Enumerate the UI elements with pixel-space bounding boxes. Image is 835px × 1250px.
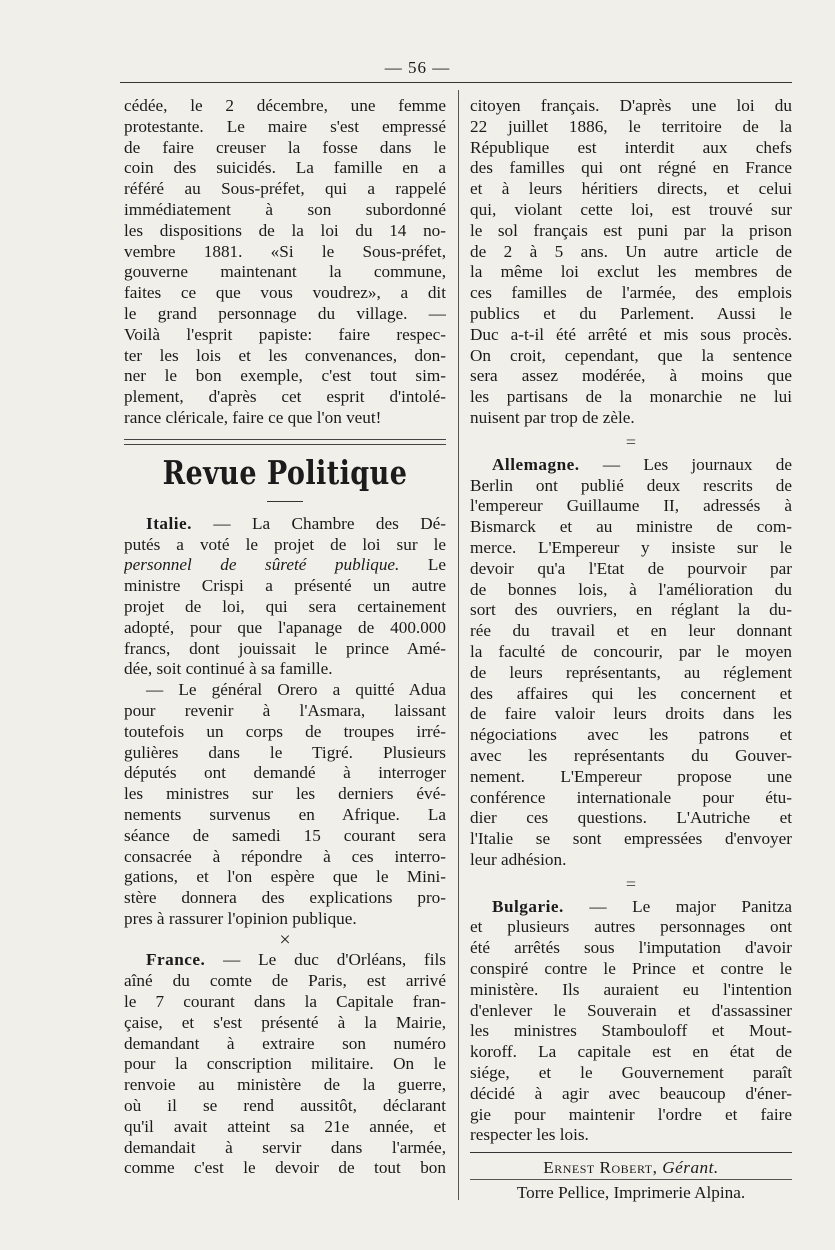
text-line: les ministres sur les derniers évé-	[124, 784, 446, 804]
text-line: demandant à extraire son numéro	[124, 1033, 446, 1053]
text-line: pres à rassurer l'opinion publique.	[124, 908, 357, 928]
text-line: vembre 1881. «Si le Sous-préfet,	[124, 241, 446, 261]
bulgarie-heading: Bulgarie.	[492, 896, 564, 916]
italie-lines	[124, 576, 446, 680]
text-line: le 7 courant dans la Capitale fran-	[124, 992, 446, 1012]
column-divider	[458, 90, 459, 1200]
text-line: comme c'est le devoir de tout bon	[124, 1158, 446, 1178]
section-title: Revue Politique	[162, 452, 408, 492]
text-line: de bonnes lois, à l'amélioration du	[470, 579, 792, 599]
text-line: et à leurs héritiers directs, et celui	[470, 179, 792, 199]
bulgarie-first-line-text: — Le major Panitza	[563, 896, 792, 916]
text-line: stère donnera des explications pro-	[124, 888, 446, 908]
text-line: respecter les lois.	[470, 1125, 589, 1145]
intro-paragraph	[124, 96, 446, 429]
text-line: conspiré contre le Prince et contre le	[470, 959, 792, 979]
italie-heading: Italie.	[146, 513, 192, 533]
text-line: ministère. Ils auraient eu l'intention	[470, 979, 792, 999]
text-line: ner le bon exemple, c'est tout sim-	[124, 366, 446, 386]
text-line: nuisent par trop de zèle.	[470, 407, 635, 427]
separator-x: ×	[279, 928, 291, 951]
text-line: citoyen français. D'après une loi du	[470, 96, 792, 115]
text-line: plement, d'après cet esprit d'intolé-	[124, 387, 446, 407]
article-first-line	[124, 950, 446, 971]
separator-equals: =	[625, 873, 637, 894]
text-line: merce. L'Empereur y insiste sur le	[470, 537, 792, 557]
text-line: de faire valoir leurs droits dans les	[470, 704, 792, 724]
top-rule	[120, 82, 792, 83]
text-line: Voilà l'esprit papiste: faire respec-	[124, 324, 446, 344]
text-line: qui, violant cette loi, est trouvé sur	[470, 199, 792, 219]
text-line: décidé à agir avec beaucoup d'éner-	[470, 1083, 792, 1103]
text-line: été arrêtés sous l'imputation d'avoir	[470, 938, 792, 958]
italie-first-line-text: — La Chambre des Dé-	[191, 513, 446, 533]
section-double-rule	[124, 439, 446, 445]
printer-imprint: Torre Pellice, Imprimerie Alpina.	[470, 1179, 792, 1204]
text-line: protestante. Le maire s'est empressé	[124, 116, 446, 136]
text-line: aîné du comte de Paris, est arrivé	[124, 971, 446, 991]
article-first-line	[124, 514, 446, 535]
text-line: gations, et l'on espère que le Mini-	[124, 867, 446, 887]
italie-italic-phrase: personnel de sûreté publique.	[124, 555, 400, 575]
text-line: les partisans de la monarchie ne lui	[470, 387, 792, 407]
text-line: Bismarck et au ministre de com-	[470, 517, 792, 537]
text-line: gulières dans le Tigré. Plusieurs	[124, 742, 446, 762]
text-line: gouverne maintenant la commune,	[124, 262, 446, 282]
text-line: de faire creuser la fosse dans le	[124, 137, 446, 157]
text-line: séance de samedi 15 courant sera	[124, 825, 446, 845]
article-line	[124, 555, 446, 576]
italie-line3-rest: Le	[399, 555, 446, 575]
france-lines	[124, 971, 446, 1179]
text-line: où il se rend aussitôt, déclarant	[124, 1096, 446, 1116]
text-line: ces familles de l'armée, des emplois	[470, 283, 792, 303]
text-line: les ministres Stambouloff et Mout-	[470, 1021, 792, 1041]
signature-name: Ernest Robert,	[543, 1158, 658, 1178]
text-line: des affaires qui les concernent et	[470, 683, 792, 703]
text-line: sera assez modérée, à moins que	[470, 366, 792, 386]
page-number: — 56 —	[384, 58, 451, 77]
text-line: adopté, pour que l'apanage de 400.000	[124, 617, 446, 637]
article-line: putés a voté le projet de loi sur le	[124, 534, 446, 554]
allemagne-heading: Allemagne.	[492, 454, 580, 474]
text-line: des familles qui ont régné en France	[470, 158, 792, 178]
france-heading: France.	[146, 950, 206, 970]
text-line: Berlin ont publié deux rescrits de	[470, 475, 792, 495]
text-line: négociations avec les patrons et	[470, 725, 792, 745]
text-line: le grand personnage du village. —	[124, 303, 446, 323]
text-line: dier ces questions. L'Autriche et	[470, 808, 792, 828]
text-line: nements survenus en Afrique. La	[124, 804, 446, 824]
signature-rule	[470, 1152, 792, 1153]
signature-role: Gérant.	[662, 1158, 719, 1178]
text-line: avec les représentants du Gouver-	[470, 745, 792, 765]
bulgarie-lines	[470, 917, 792, 1146]
text-line: siége, et le Gouvernement paraît	[470, 1063, 792, 1083]
text-line: publics et du Parlement. Aussi le	[470, 303, 792, 323]
text-line: qu'il avait atteint sa 21e année, et	[124, 1116, 446, 1136]
text-line: projet de loi, qui sera certainement	[124, 596, 446, 616]
signature	[470, 1157, 792, 1179]
text-line: les dispositions de la loi du 14 no-	[124, 220, 446, 240]
text-line: pour revenir à l'Asmara, laissant	[124, 700, 446, 720]
bulgarie-article	[470, 897, 792, 1147]
article-first-line	[470, 897, 792, 918]
text-line: coin des suicidés. La famille en a	[124, 158, 446, 178]
france-continuation	[470, 96, 792, 429]
text-line: la faculté de concourir, par le moyen	[470, 641, 792, 661]
text-line: cédée, le 2 décembre, une femme	[124, 96, 446, 115]
text-line: l'Italie se sont empressées d'envoyer	[470, 829, 792, 849]
text-line: gie pour maintenir l'ordre et faire	[470, 1104, 792, 1124]
text-line: référé au Sous-préfet, qui a rappelé	[124, 179, 446, 199]
text-line: demandait à servir dans l'armée,	[124, 1137, 446, 1157]
text-line: pour la conscription militaire. On le	[124, 1054, 446, 1074]
text-line: l'empereur Guillaume II, adressés à	[470, 496, 792, 516]
text-line: koroff. La capitale est en état de	[470, 1042, 792, 1062]
title-underline	[267, 501, 303, 502]
text-line: d'enlever le Souverain et d'assassiner	[470, 1000, 792, 1020]
text-line: çaise, et s'est présenté à la Mairie,	[124, 1012, 446, 1032]
text-line: 22 juillet 1886, le territoire de la	[470, 116, 792, 136]
text-line: rance cléricale, faire ce que l'on veut!	[124, 407, 382, 427]
text-line: Duc a-t-il été arrêté et mis sous procès.	[470, 324, 792, 344]
text-line: le sol français est puni par la prison	[470, 220, 792, 240]
text-line: francs, dont jouissait le prince Amé-	[124, 638, 446, 658]
text-line: la même loi exclut les membres de	[470, 262, 792, 282]
text-line: On croit, cependant, que la sentence	[470, 345, 792, 365]
text-line: immédiatement à son subordonné	[124, 199, 446, 219]
text-line: députés ont demandé à interroger	[124, 763, 446, 783]
text-line: dée, soit continué à sa famille.	[124, 659, 333, 679]
allemagne-lines	[470, 476, 792, 871]
text-line: consacrée à répondre à ces interro-	[124, 846, 446, 866]
text-line: sort des ouvriers, en réglant la du-	[470, 600, 792, 620]
allemagne-article	[470, 455, 792, 871]
text-line: République est interdit aux chefs	[470, 137, 792, 157]
separator-equals: =	[625, 431, 637, 452]
text-line: ter les lois et les convenances, don-	[124, 345, 446, 365]
text-line: — Le général Orero a quitté Adua	[146, 680, 446, 700]
text-line: et plusieurs autres personnages ont	[470, 917, 792, 937]
text-line: de 2 à 5 ans. Un autre article de	[470, 241, 792, 261]
left-column	[124, 96, 446, 1179]
right-column	[470, 96, 792, 1204]
text-line: ministre Crispi a présenté un autre	[124, 576, 446, 596]
text-line: leur adhésion.	[470, 849, 567, 869]
text-line: rée du travail et en leur donnant	[470, 621, 792, 641]
article-first-line	[470, 455, 792, 476]
italie-paragraph-2	[124, 680, 446, 930]
text-line: conférence internationale pour étu-	[470, 787, 792, 807]
text-line: devoir qu'a l'Etat de pourvoir par	[470, 558, 792, 578]
text-line: de leurs représentants, au réglement	[470, 662, 792, 682]
text-line: renvoie au ministère de la guerre,	[124, 1075, 446, 1095]
italie-article	[124, 514, 446, 930]
france-first-line-text: — Le duc d'Orléans, fils	[205, 950, 446, 970]
text-line: faites ce que vous voudrez», a dit	[124, 283, 446, 303]
france-article	[124, 950, 446, 1179]
text-line: toutefois un corps de troupes irré-	[124, 721, 446, 741]
text-line: nement. L'Empereur propose une	[470, 766, 792, 786]
allemagne-first-line-text: — Les journaux de	[579, 454, 792, 474]
